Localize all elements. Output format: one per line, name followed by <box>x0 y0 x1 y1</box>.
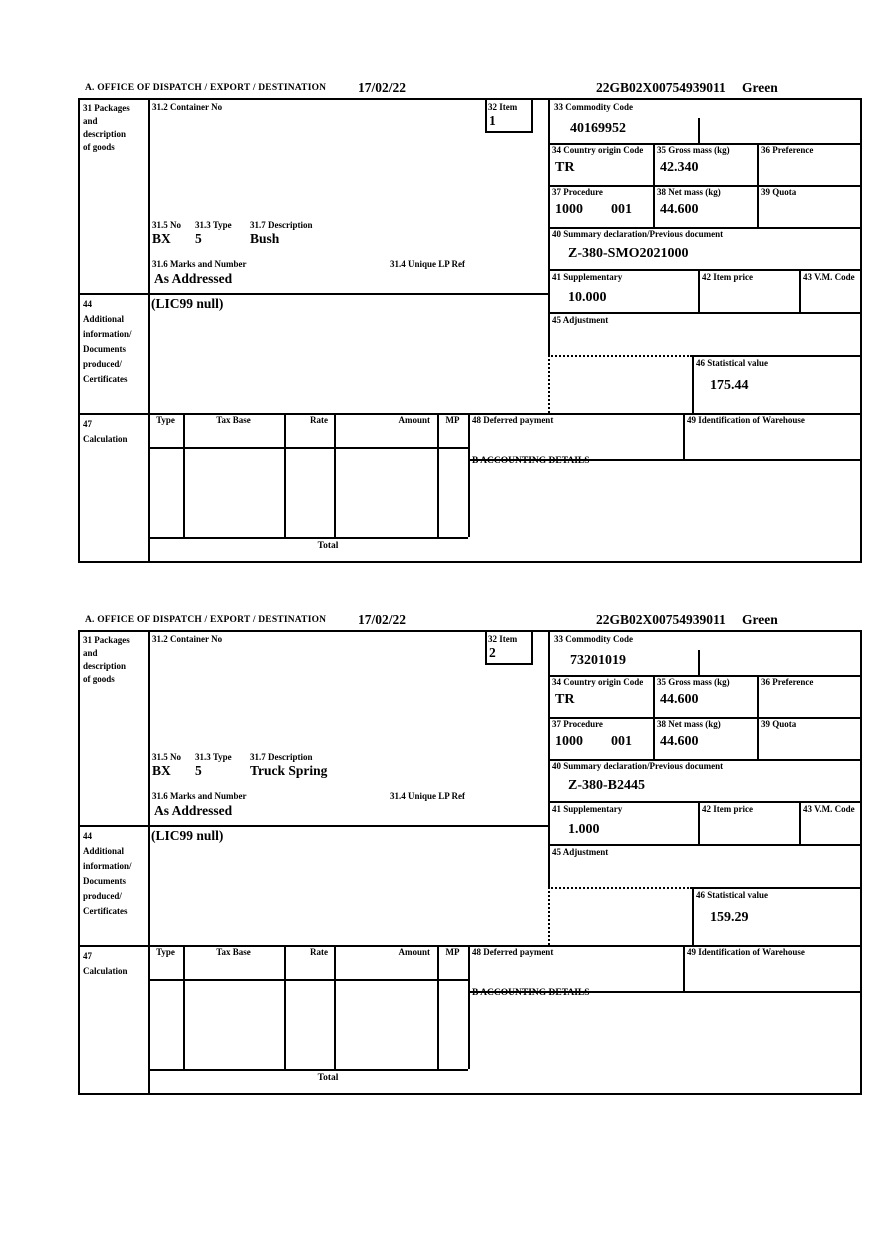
marks-and-number-label: 31.6 Marks and Number <box>152 791 247 801</box>
adjustment-label: 45 Adjustment <box>552 847 609 857</box>
office-of-dispatch-label: A. OFFICE OF DISPATCH / EXPORT / DESTINATION <box>85 615 327 625</box>
declaration-date: 17/02/22 <box>358 612 407 627</box>
grid-line-dotted <box>548 355 550 413</box>
package-type-value: 5 <box>195 231 202 246</box>
statistical-value: 175.44 <box>710 378 749 393</box>
additional-information-value: (LIC99 null) <box>151 828 224 843</box>
box31-label-line: of goods <box>83 674 115 684</box>
box31-label-line: description <box>83 661 127 671</box>
grid-line <box>799 801 801 844</box>
net-mass-value: 44.600 <box>660 202 699 217</box>
box44-additional-info-label <box>83 297 132 387</box>
box44-label-line: 44 <box>83 299 92 309</box>
package-type-value: 5 <box>195 763 202 778</box>
gross-mass-value: 42.340 <box>660 160 699 175</box>
declaration-grid <box>78 98 862 563</box>
previous-document-label: 40 Summary declaration/Previous document <box>552 761 724 771</box>
grid-line <box>284 945 286 1069</box>
grid-line <box>148 1069 468 1071</box>
package-type-label: 31.3 Type <box>195 220 232 230</box>
country-origin-label: 34 Country origin Code <box>552 145 644 155</box>
grid-line <box>548 844 860 846</box>
goods-description-value: Bush <box>250 231 280 246</box>
goods-description-label: 31.7 Description <box>250 220 313 230</box>
box44-label-line: 44 <box>83 831 92 841</box>
calc-header-type: Type <box>156 947 175 957</box>
container-no-label: 31.2 Container No <box>152 634 223 644</box>
calc-header-tax-base: Tax Base <box>216 947 251 957</box>
previous-document-value: Z-380-SMO2021000 <box>568 246 689 261</box>
supplementary-label: 41 Supplementary <box>552 804 623 814</box>
box44-label-line: Certificates <box>83 374 128 384</box>
total-label: Total <box>317 1073 339 1083</box>
supplementary-value: 1.000 <box>568 822 600 837</box>
net-mass-label: 38 Net mass (kg) <box>657 719 721 729</box>
grid-line <box>692 887 860 889</box>
grid-line <box>437 945 439 1069</box>
grid-line-dotted <box>548 887 692 889</box>
grid-line <box>548 801 860 803</box>
grid-line <box>80 825 548 827</box>
box44-label-line: produced/ <box>83 891 122 901</box>
supplementary-label: 41 Supplementary <box>552 272 623 282</box>
accounting-details-label: B ACCOUNTING DETAILS <box>472 456 590 466</box>
vm-code-label: 43 V.M. Code <box>803 272 855 282</box>
commodity-code-tick <box>698 650 700 675</box>
box31-packages-label <box>83 102 130 154</box>
item-number-label: 32 Item <box>488 634 518 644</box>
country-origin-label: 34 Country origin Code <box>552 677 644 687</box>
box44-label-line: information/ <box>83 329 132 339</box>
procedure-label: 37 Procedure <box>552 719 603 729</box>
box44-label-line: Documents <box>83 344 126 354</box>
box44-label-line: Additional <box>83 846 125 856</box>
gross-mass-value: 44.600 <box>660 692 699 707</box>
commodity-code-label: 33 Commodity Code <box>554 102 633 112</box>
total-label: Total <box>317 541 339 551</box>
unique-lp-ref-label: 31.4 Unique LP Ref <box>390 791 466 801</box>
commodity-code-value: 73201019 <box>570 653 626 668</box>
vm-code-label: 43 V.M. Code <box>803 804 855 814</box>
procedure-extra-value: 001 <box>611 202 632 217</box>
warehouse-id-label: 49 Identification of Warehouse <box>687 415 805 425</box>
package-type-label: 31.3 Type <box>195 752 232 762</box>
declaration-reference: 22GB02X00754939011 <box>596 80 726 95</box>
box31-label-line: 31 Packages <box>83 635 130 645</box>
item-price-label: 42 Item price <box>702 272 753 282</box>
declaration-grid <box>78 630 862 1095</box>
box44-label-line: Certificates <box>83 906 128 916</box>
net-mass-label: 38 Net mass (kg) <box>657 187 721 197</box>
box47-label-line: Calculation <box>83 434 128 444</box>
calc-header-rate: Rate <box>310 947 328 957</box>
accounting-details-label: B ACCOUNTING DETAILS <box>472 988 590 998</box>
box31-label-line: and <box>83 116 98 126</box>
quota-label: 39 Quota <box>761 187 797 197</box>
goods-description-label: 31.7 Description <box>250 752 313 762</box>
routing-status: Green <box>742 612 778 627</box>
calc-header-mp: MP <box>445 947 460 957</box>
box44-label-line: information/ <box>83 861 132 871</box>
box31-label-line: of goods <box>83 142 115 152</box>
preference-label: 36 Preference <box>761 145 814 155</box>
grid-line <box>183 945 185 1069</box>
grid-line <box>148 537 468 539</box>
item-number-label: 32 Item <box>488 102 518 112</box>
commodity-code-tick <box>698 118 700 143</box>
commodity-code-label: 33 Commodity Code <box>554 634 633 644</box>
grid-line <box>698 801 700 844</box>
quota-label: 39 Quota <box>761 719 797 729</box>
grid-line <box>284 413 286 537</box>
previous-document-value: Z-380-B2445 <box>568 778 645 793</box>
item-number-value: 1 <box>489 113 496 128</box>
container-no-label: 31.2 Container No <box>152 102 223 112</box>
box44-label-line: Documents <box>83 876 126 886</box>
commodity-code-value: 40169952 <box>570 121 626 136</box>
item-number-value: 2 <box>489 645 496 660</box>
grid-line <box>698 269 700 312</box>
procedure-value: 1000 <box>555 734 583 749</box>
procedure-label: 37 Procedure <box>552 187 603 197</box>
package-no-value: BX <box>152 763 171 778</box>
grid-line <box>437 413 439 537</box>
supplementary-value: 10.000 <box>568 290 607 305</box>
grid-line <box>148 100 150 561</box>
box47-label-line: Calculation <box>83 966 128 976</box>
declaration-item-section <box>0 612 882 1117</box>
calc-header-mp: MP <box>445 415 460 425</box>
grid-line <box>468 945 470 1069</box>
box31-packages-label <box>83 634 130 686</box>
package-no-label: 31.5 No <box>152 220 181 230</box>
procedure-value: 1000 <box>555 202 583 217</box>
gross-mass-label: 35 Gross mass (kg) <box>657 145 730 155</box>
grid-line <box>683 945 685 991</box>
grid-line <box>548 269 860 271</box>
previous-document-label: 40 Summary declaration/Previous document <box>552 229 724 239</box>
goods-description-value: Truck Spring <box>250 763 328 778</box>
calc-header-rate: Rate <box>310 415 328 425</box>
statistical-value-label: 46 Statistical value <box>696 358 768 368</box>
box44-label-line: Additional <box>83 314 125 324</box>
package-no-label: 31.5 No <box>152 752 181 762</box>
calc-header-type: Type <box>156 415 175 425</box>
box31-label-line: 31 Packages <box>83 103 130 113</box>
box44-label-line: produced/ <box>83 359 122 369</box>
statistical-value-label: 46 Statistical value <box>696 890 768 900</box>
gross-mass-label: 35 Gross mass (kg) <box>657 677 730 687</box>
country-origin-value: TR <box>555 160 575 175</box>
deferred-payment-label: 48 Deferred payment <box>472 415 554 425</box>
grid-line-dotted <box>548 887 550 945</box>
box31-label-line: and <box>83 648 98 658</box>
grid-line <box>548 312 860 314</box>
box47-label-line: 47 <box>83 951 92 961</box>
grid-line <box>148 632 150 1093</box>
grid-line <box>692 355 694 413</box>
grid-line-dotted <box>548 355 692 357</box>
box47-calculation-label <box>83 417 128 447</box>
statistical-value: 159.29 <box>710 910 749 925</box>
box44-additional-info-label <box>83 829 132 919</box>
preference-label: 36 Preference <box>761 677 814 687</box>
marks-and-number-label: 31.6 Marks and Number <box>152 259 247 269</box>
deferred-payment-label: 48 Deferred payment <box>472 947 554 957</box>
grid-line <box>799 269 801 312</box>
calc-header-amount: Amount <box>398 947 430 957</box>
grid-line <box>183 413 185 537</box>
package-no-value: BX <box>152 231 171 246</box>
country-origin-value: TR <box>555 692 575 707</box>
grid-line <box>148 447 468 449</box>
grid-line <box>683 413 685 459</box>
box31-label-line: description <box>83 129 127 139</box>
procedure-extra-value: 001 <box>611 734 632 749</box>
office-of-dispatch-label: A. OFFICE OF DISPATCH / EXPORT / DESTINATION <box>85 83 327 93</box>
marks-and-number-value: As Addressed <box>154 271 233 286</box>
calc-header-tax-base: Tax Base <box>216 415 251 425</box>
declaration-item-section <box>0 80 882 585</box>
declaration-date: 17/02/22 <box>358 80 407 95</box>
routing-status: Green <box>742 80 778 95</box>
grid-line <box>80 293 548 295</box>
calc-header-amount: Amount <box>398 415 430 425</box>
grid-line <box>148 979 468 981</box>
declaration-reference: 22GB02X00754939011 <box>596 612 726 627</box>
grid-line <box>334 945 336 1069</box>
adjustment-label: 45 Adjustment <box>552 315 609 325</box>
grid-line <box>692 355 860 357</box>
warehouse-id-label: 49 Identification of Warehouse <box>687 947 805 957</box>
marks-and-number-value: As Addressed <box>154 803 233 818</box>
unique-lp-ref-label: 31.4 Unique LP Ref <box>390 259 466 269</box>
net-mass-value: 44.600 <box>660 734 699 749</box>
grid-line <box>692 887 694 945</box>
box47-calculation-label <box>83 949 128 979</box>
grid-line <box>334 413 336 537</box>
item-price-label: 42 Item price <box>702 804 753 814</box>
box47-label-line: 47 <box>83 419 92 429</box>
additional-information-value: (LIC99 null) <box>151 296 224 311</box>
grid-line <box>468 413 470 537</box>
